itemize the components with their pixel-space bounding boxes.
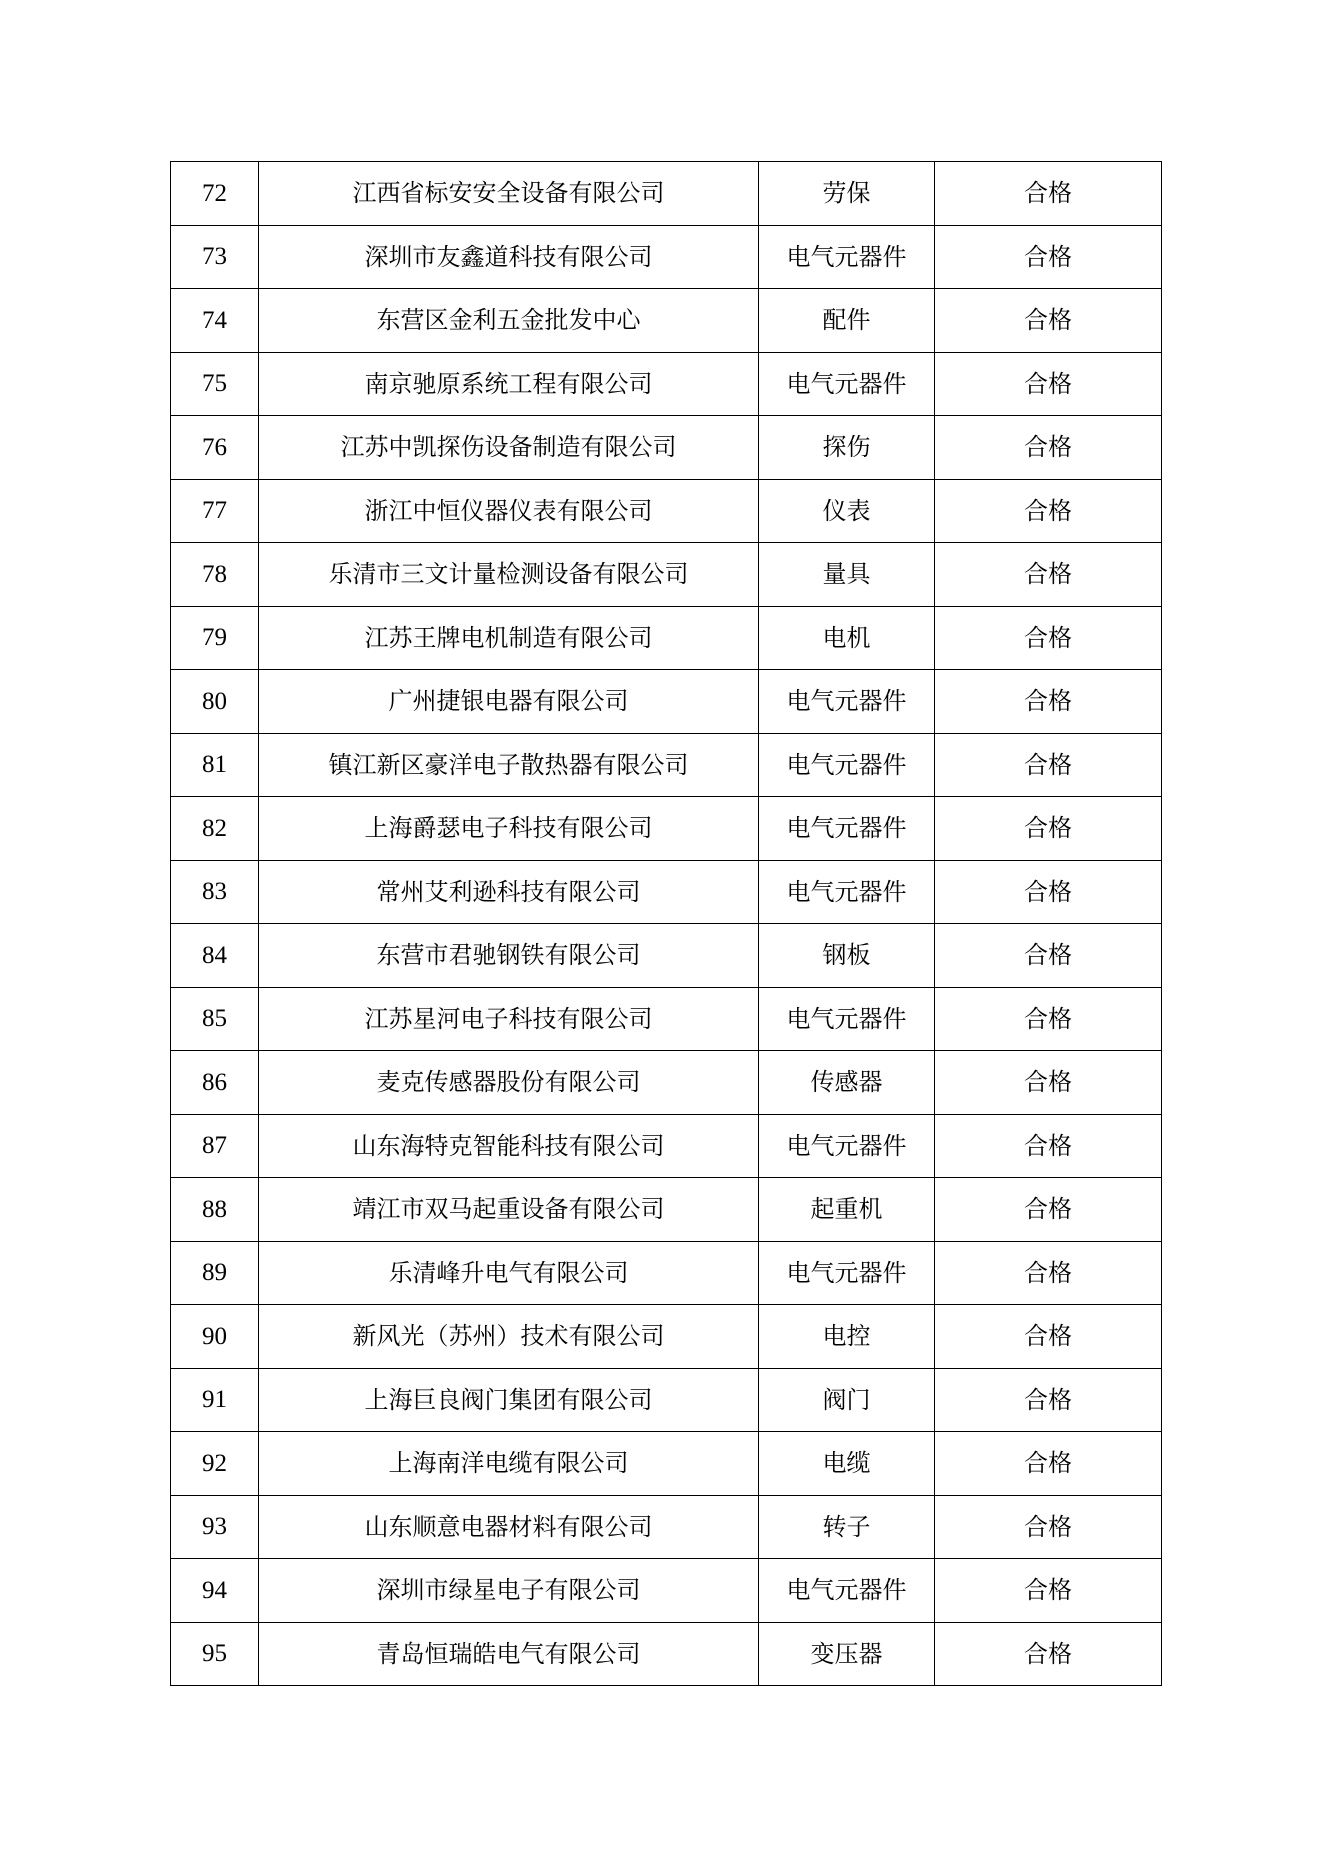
company-name-cell: 东营区金利五金批发中心	[259, 289, 759, 353]
inspection-result-cell: 合格	[935, 860, 1162, 924]
inspection-result-cell: 合格	[935, 1051, 1162, 1115]
product-category-cell: 电气元器件	[759, 1559, 935, 1623]
company-name-cell: 上海巨良阀门集团有限公司	[259, 1368, 759, 1432]
product-category-cell: 电气元器件	[759, 733, 935, 797]
inspection-result-cell: 合格	[935, 1368, 1162, 1432]
row-number-cell: 88	[171, 1178, 259, 1242]
product-category-cell: 电气元器件	[759, 797, 935, 861]
company-name-cell: 深圳市绿星电子有限公司	[259, 1559, 759, 1623]
product-category-cell: 阀门	[759, 1368, 935, 1432]
inspection-result-cell: 合格	[935, 1432, 1162, 1496]
inspection-result-cell: 合格	[935, 352, 1162, 416]
product-category-cell: 钢板	[759, 924, 935, 988]
table-row	[171, 1114, 1162, 1178]
row-number-cell: 81	[171, 733, 259, 797]
company-name-cell: 乐清市三文计量检测设备有限公司	[259, 543, 759, 607]
row-number-cell: 83	[171, 860, 259, 924]
product-category-cell: 量具	[759, 543, 935, 607]
product-category-cell: 劳保	[759, 162, 935, 226]
row-number-cell: 78	[171, 543, 259, 607]
row-number-cell: 93	[171, 1495, 259, 1559]
table-row	[171, 924, 1162, 988]
company-name-cell: 上海南洋电缆有限公司	[259, 1432, 759, 1496]
row-number-cell: 72	[171, 162, 259, 226]
company-name-cell: 上海爵瑟电子科技有限公司	[259, 797, 759, 861]
product-category-cell: 变压器	[759, 1622, 935, 1686]
company-name-cell: 江苏中凯探伤设备制造有限公司	[259, 416, 759, 480]
supplier-table-body	[171, 162, 1162, 1686]
table-row	[171, 1178, 1162, 1242]
table-row	[171, 1432, 1162, 1496]
inspection-result-cell: 合格	[935, 987, 1162, 1051]
company-name-cell: 新风光（苏州）技术有限公司	[259, 1305, 759, 1369]
inspection-result-cell: 合格	[935, 162, 1162, 226]
inspection-result-cell: 合格	[935, 797, 1162, 861]
product-category-cell: 电缆	[759, 1432, 935, 1496]
row-number-cell: 79	[171, 606, 259, 670]
table-row	[171, 733, 1162, 797]
inspection-result-cell: 合格	[935, 924, 1162, 988]
inspection-result-cell: 合格	[935, 479, 1162, 543]
company-name-cell: 山东顺意电器材料有限公司	[259, 1495, 759, 1559]
table-row	[171, 1622, 1162, 1686]
inspection-result-cell: 合格	[935, 1241, 1162, 1305]
table-row	[171, 416, 1162, 480]
table-row	[171, 1368, 1162, 1432]
company-name-cell: 江西省标安安全设备有限公司	[259, 162, 759, 226]
company-name-cell: 青岛恒瑞皓电气有限公司	[259, 1622, 759, 1686]
product-category-cell: 转子	[759, 1495, 935, 1559]
company-name-cell: 山东海特克智能科技有限公司	[259, 1114, 759, 1178]
table-row	[171, 987, 1162, 1051]
table-row	[171, 225, 1162, 289]
row-number-cell: 73	[171, 225, 259, 289]
row-number-cell: 89	[171, 1241, 259, 1305]
inspection-result-cell: 合格	[935, 1114, 1162, 1178]
product-category-cell: 电气元器件	[759, 1114, 935, 1178]
company-name-cell: 广州捷银电器有限公司	[259, 670, 759, 734]
inspection-result-cell: 合格	[935, 1622, 1162, 1686]
inspection-result-cell: 合格	[935, 289, 1162, 353]
table-row	[171, 1305, 1162, 1369]
product-category-cell: 电控	[759, 1305, 935, 1369]
supplier-table-container	[170, 161, 1161, 1686]
company-name-cell: 浙江中恒仪器仪表有限公司	[259, 479, 759, 543]
inspection-result-cell: 合格	[935, 733, 1162, 797]
inspection-result-cell: 合格	[935, 1559, 1162, 1623]
row-number-cell: 82	[171, 797, 259, 861]
row-number-cell: 84	[171, 924, 259, 988]
product-category-cell: 电气元器件	[759, 352, 935, 416]
table-row	[171, 1559, 1162, 1623]
product-category-cell: 探伤	[759, 416, 935, 480]
row-number-cell: 86	[171, 1051, 259, 1115]
table-row	[171, 352, 1162, 416]
row-number-cell: 75	[171, 352, 259, 416]
product-category-cell: 电气元器件	[759, 225, 935, 289]
company-name-cell: 乐清峰升电气有限公司	[259, 1241, 759, 1305]
inspection-result-cell: 合格	[935, 225, 1162, 289]
product-category-cell: 配件	[759, 289, 935, 353]
table-row	[171, 162, 1162, 226]
table-row	[171, 860, 1162, 924]
inspection-result-cell: 合格	[935, 416, 1162, 480]
table-row	[171, 543, 1162, 607]
company-name-cell: 深圳市友鑫道科技有限公司	[259, 225, 759, 289]
company-name-cell: 江苏星河电子科技有限公司	[259, 987, 759, 1051]
product-category-cell: 电气元器件	[759, 1241, 935, 1305]
company-name-cell: 靖江市双马起重设备有限公司	[259, 1178, 759, 1242]
row-number-cell: 92	[171, 1432, 259, 1496]
table-row	[171, 1241, 1162, 1305]
row-number-cell: 90	[171, 1305, 259, 1369]
table-row	[171, 289, 1162, 353]
product-category-cell: 传感器	[759, 1051, 935, 1115]
product-category-cell: 仪表	[759, 479, 935, 543]
product-category-cell: 电机	[759, 606, 935, 670]
table-row	[171, 1051, 1162, 1115]
table-row	[171, 670, 1162, 734]
company-name-cell: 常州艾利逊科技有限公司	[259, 860, 759, 924]
row-number-cell: 80	[171, 670, 259, 734]
product-category-cell: 电气元器件	[759, 860, 935, 924]
table-row	[171, 797, 1162, 861]
product-category-cell: 电气元器件	[759, 670, 935, 734]
table-row	[171, 1495, 1162, 1559]
inspection-result-cell: 合格	[935, 1178, 1162, 1242]
company-name-cell: 南京驰原系统工程有限公司	[259, 352, 759, 416]
inspection-result-cell: 合格	[935, 670, 1162, 734]
row-number-cell: 77	[171, 479, 259, 543]
company-name-cell: 镇江新区豪洋电子散热器有限公司	[259, 733, 759, 797]
product-category-cell: 电气元器件	[759, 987, 935, 1051]
row-number-cell: 74	[171, 289, 259, 353]
table-row	[171, 479, 1162, 543]
row-number-cell: 85	[171, 987, 259, 1051]
inspection-result-cell: 合格	[935, 1305, 1162, 1369]
company-name-cell: 东营市君驰钢铁有限公司	[259, 924, 759, 988]
inspection-result-cell: 合格	[935, 606, 1162, 670]
table-row	[171, 606, 1162, 670]
inspection-result-cell: 合格	[935, 543, 1162, 607]
inspection-result-cell: 合格	[935, 1495, 1162, 1559]
row-number-cell: 94	[171, 1559, 259, 1623]
row-number-cell: 91	[171, 1368, 259, 1432]
company-name-cell: 江苏王牌电机制造有限公司	[259, 606, 759, 670]
row-number-cell: 95	[171, 1622, 259, 1686]
supplier-table	[170, 161, 1162, 1686]
product-category-cell: 起重机	[759, 1178, 935, 1242]
row-number-cell: 87	[171, 1114, 259, 1178]
row-number-cell: 76	[171, 416, 259, 480]
company-name-cell: 麦克传感器股份有限公司	[259, 1051, 759, 1115]
